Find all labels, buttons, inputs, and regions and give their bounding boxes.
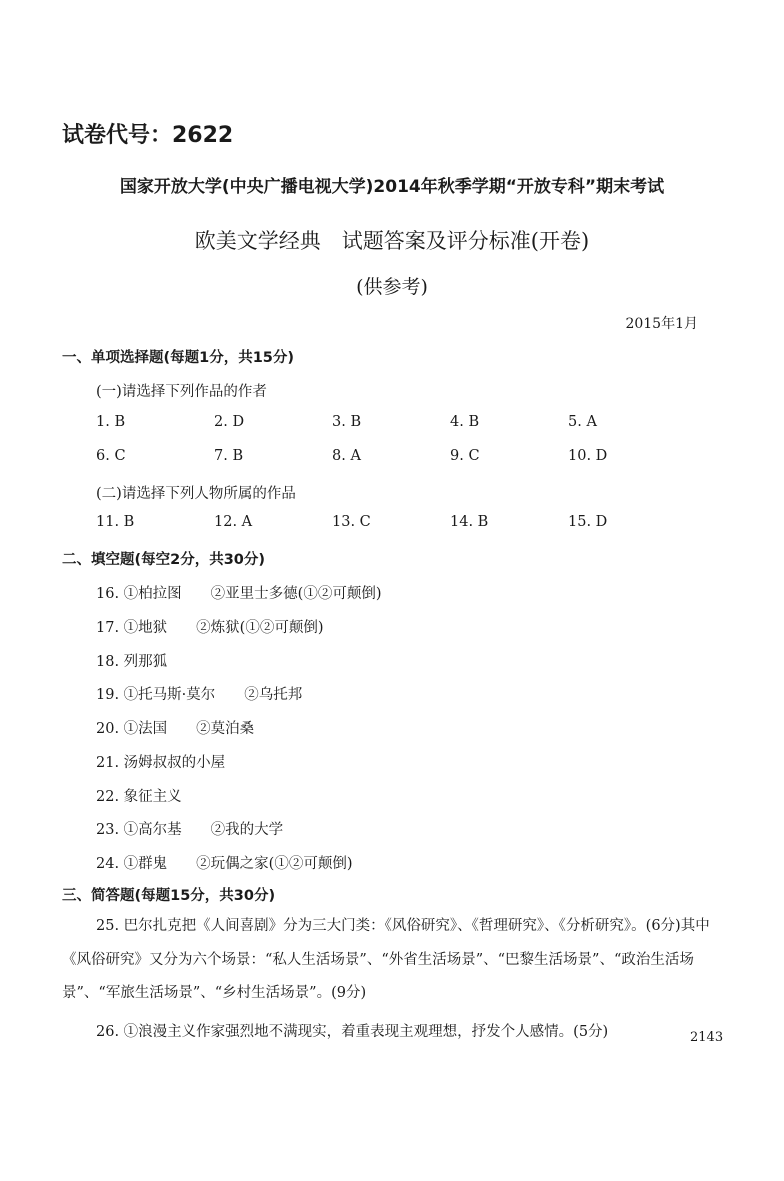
fill-answer-24: 24. ①群鬼 ②玩偶之家(①②可颠倒)	[96, 856, 353, 872]
fill-answer-17: 17. ①地狱 ②炼狱(①②可颠倒)	[96, 620, 324, 636]
section-2-heading: 二、填空题(每空2分，共30分)	[62, 552, 266, 568]
document-date: 2015年1月	[625, 316, 698, 332]
fill-answer-23: 23. ①高尔基 ②我的大学	[96, 822, 284, 838]
answer-cell: 1. B	[96, 414, 126, 430]
section-1-part-2-label: (二)请选择下列人物所属的作品	[96, 486, 296, 502]
answer-cell: 8. A	[332, 448, 361, 464]
answer-cell: 4. B	[450, 414, 480, 430]
short-answer-25: 25. 巴尔扎克把《人间喜剧》分为三大门类：《风俗研究》、《哲理研究》、《分析研究》。(6分)其中《风俗研究》又分为六个场景：“私人生活场景”、“外省生活场景”、“巴黎生活场景”、“政治生活场景”、“军旅生活场景”、“乡村生活场景”。(9分)	[62, 918, 710, 1001]
answer-cell: 3. B	[332, 414, 362, 430]
fill-answer-22: 22. 象征主义	[96, 789, 182, 805]
fill-answer-20: 20. ①法国 ②莫泊桑	[96, 721, 255, 737]
answer-cell: 5. A	[568, 414, 597, 430]
answer-cell: 2. D	[214, 414, 245, 430]
short-answer-26: 26. ①浪漫主义作家强烈地不满现实，着重表现主观理想，抒发个人感情。(5分)	[96, 1024, 609, 1040]
document-title: 欧美文学经典 试题答案及评分标准(开卷)	[194, 229, 590, 253]
answer-cell: 9. C	[450, 448, 480, 464]
fill-answer-19: 19. ①托马斯·莫尔 ②乌托邦	[96, 687, 303, 703]
fill-answer-16: 16. ①柏拉图 ②亚里士多德(①②可颠倒)	[96, 586, 382, 602]
answer-cell: 10. D	[568, 448, 608, 464]
section-3-heading: 三、简答题(每题15分，共30分)	[62, 888, 276, 904]
fill-answer-21: 21. 汤姆叔叔的小屋	[96, 755, 226, 771]
fill-answer-18: 18. 列那狐	[96, 654, 168, 670]
paper-code: 试卷代号：2622	[62, 123, 234, 148]
document-subtitle: (供参考)	[356, 276, 428, 298]
answer-cell: 15. D	[568, 514, 608, 530]
answer-cell: 6. C	[96, 448, 126, 464]
answer-cell: 13. C	[332, 514, 371, 530]
section-1-part-1-label: (一)请选择下列作品的作者	[96, 384, 267, 400]
answer-cell: 7. B	[214, 448, 244, 464]
institution-line: 国家开放大学(中央广播电视大学)2014年秋季学期“开放专科”期末考试	[119, 177, 665, 197]
answer-cell: 12. A	[214, 514, 253, 530]
section-1-heading: 一、单项选择题(每题1分，共15分)	[62, 350, 295, 366]
page-number: 2143	[690, 1030, 724, 1045]
answer-cell: 11. B	[96, 514, 135, 530]
answer-cell: 14. B	[450, 514, 489, 530]
